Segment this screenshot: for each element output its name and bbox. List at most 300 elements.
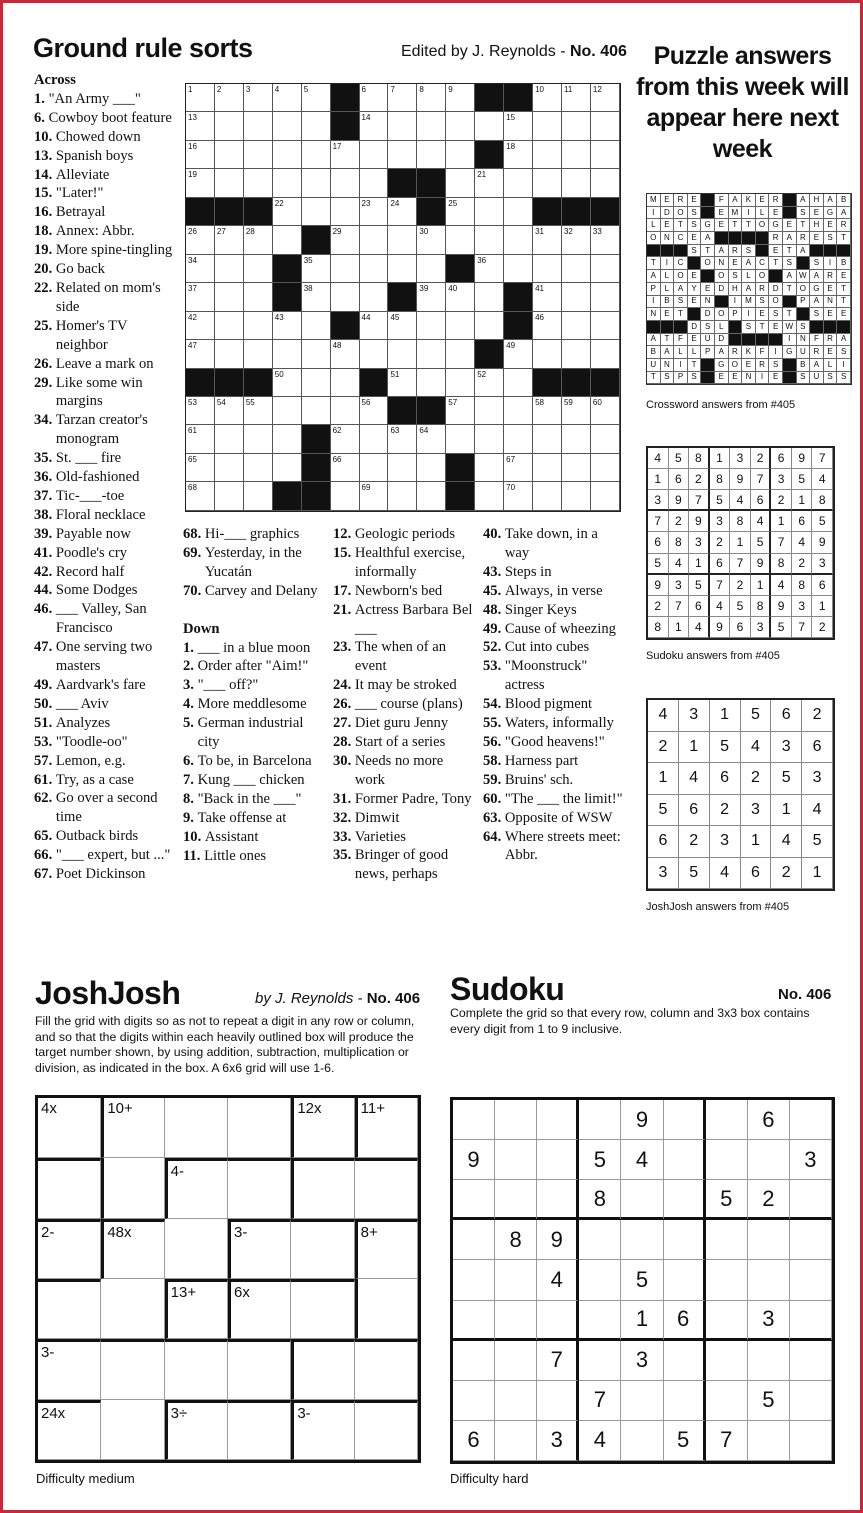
crossword-cell[interactable] — [302, 255, 331, 283]
crossword-cell[interactable] — [186, 340, 215, 368]
crossword-cell[interactable] — [475, 312, 504, 340]
crossword-cell[interactable] — [273, 198, 302, 226]
joshjosh-cell[interactable] — [165, 1219, 228, 1279]
crossword-cell[interactable] — [273, 454, 302, 482]
crossword-clue — [34, 487, 176, 506]
crossword-cell[interactable] — [591, 141, 620, 169]
crossword-cell[interactable] — [533, 141, 562, 169]
crossword-cell[interactable] — [533, 340, 562, 368]
joshjosh-cell[interactable] — [38, 1158, 101, 1218]
crossword-cell[interactable] — [331, 425, 360, 453]
crossword-cell[interactable] — [273, 84, 302, 112]
crossword-cell[interactable] — [360, 454, 389, 482]
crossword-cell[interactable] — [215, 84, 244, 112]
sudoku-empty-cell[interactable] — [790, 1220, 832, 1260]
crossword-cell[interactable] — [331, 198, 360, 226]
crossword-cell[interactable] — [273, 425, 302, 453]
crossword-cell[interactable] — [273, 226, 302, 254]
crossword-cell[interactable] — [504, 340, 533, 368]
crossword-cell[interactable] — [244, 226, 273, 254]
crossword-cell[interactable] — [360, 425, 389, 453]
sudoku-empty-cell[interactable] — [579, 1220, 621, 1260]
joshjosh-cell[interactable] — [228, 1219, 291, 1279]
sudoku-empty-cell[interactable] — [748, 1341, 790, 1381]
crossword-cell[interactable] — [331, 340, 360, 368]
sudoku-empty-cell[interactable] — [790, 1180, 832, 1220]
crossword-cell[interactable] — [446, 84, 475, 112]
sudoku-empty-cell[interactable] — [495, 1180, 537, 1220]
joshjosh-cell[interactable] — [228, 1158, 291, 1218]
crossword-cell[interactable] — [533, 283, 562, 311]
cage-clue: 4x — [41, 1100, 57, 1117]
crossword-cell[interactable] — [475, 255, 504, 283]
sudoku-empty-cell[interactable] — [706, 1301, 748, 1341]
crossword-cell[interactable] — [562, 425, 591, 453]
crossword-cell[interactable] — [331, 482, 360, 510]
crossword-cell[interactable] — [360, 226, 389, 254]
crossword-cell[interactable] — [388, 198, 417, 226]
sudoku-empty-cell[interactable] — [664, 1220, 706, 1260]
crossword-cell[interactable] — [331, 283, 360, 311]
crossword-cell[interactable] — [186, 226, 215, 254]
sudoku-empty-cell[interactable] — [664, 1260, 706, 1300]
crossword-cell[interactable] — [244, 283, 273, 311]
crossword-cell[interactable] — [475, 425, 504, 453]
crossword-cell[interactable] — [533, 112, 562, 140]
answer-letter: E — [756, 194, 770, 207]
sudoku-empty-cell[interactable] — [495, 1341, 537, 1381]
crossword-cell[interactable] — [591, 84, 620, 112]
crossword-cell[interactable] — [186, 255, 215, 283]
crossword-cell[interactable] — [244, 169, 273, 197]
crossword-cell[interactable] — [504, 112, 533, 140]
joshjosh-cell[interactable] — [228, 1098, 291, 1158]
crossword-cell[interactable] — [475, 226, 504, 254]
crossword-cell[interactable] — [388, 84, 417, 112]
sudoku-empty-cell[interactable] — [664, 1140, 706, 1180]
joshjosh-cell[interactable] — [355, 1219, 418, 1279]
sudoku-empty-cell[interactable] — [453, 1220, 495, 1260]
crossword-cell[interactable] — [360, 312, 389, 340]
crossword-cell[interactable] — [533, 84, 562, 112]
joshjosh-cell[interactable] — [228, 1279, 291, 1339]
answer-letter: E — [837, 308, 851, 321]
crossword-cell[interactable] — [388, 454, 417, 482]
sudoku-empty-cell[interactable] — [790, 1100, 832, 1140]
sudoku-empty-cell[interactable] — [748, 1421, 790, 1461]
joshjosh-cell[interactable] — [38, 1339, 101, 1399]
joshjosh-cell[interactable] — [38, 1219, 101, 1279]
sudoku-empty-cell[interactable] — [748, 1260, 790, 1300]
crossword-cell[interactable] — [360, 283, 389, 311]
crossword-cell[interactable] — [331, 369, 360, 397]
crossword-cell[interactable] — [360, 141, 389, 169]
crossword-cell[interactable] — [186, 112, 215, 140]
crossword-cell[interactable] — [244, 84, 273, 112]
crossword-cell[interactable] — [504, 198, 533, 226]
crossword-cell[interactable] — [504, 255, 533, 283]
joshjosh-cell[interactable] — [165, 1279, 228, 1339]
sudoku-empty-cell[interactable] — [664, 1100, 706, 1140]
crossword-cell[interactable] — [504, 482, 533, 510]
sudoku-empty-cell[interactable] — [621, 1421, 663, 1461]
sudoku-answer-cell: 5 — [710, 490, 731, 511]
crossword-cell[interactable] — [446, 425, 475, 453]
crossword-cell[interactable] — [244, 397, 273, 425]
crossword-cell[interactable] — [504, 454, 533, 482]
crossword-cell-number: 35 — [303, 255, 313, 265]
crossword-cell[interactable] — [533, 169, 562, 197]
crossword-cell[interactable] — [388, 226, 417, 254]
sudoku-empty-cell[interactable] — [453, 1100, 495, 1140]
sudoku-empty-cell[interactable] — [664, 1180, 706, 1220]
crossword-cell[interactable] — [475, 112, 504, 140]
sudoku-empty-cell[interactable] — [664, 1341, 706, 1381]
crossword-cell[interactable] — [533, 425, 562, 453]
sudoku-empty-cell[interactable] — [706, 1260, 748, 1300]
crossword-cell[interactable] — [533, 312, 562, 340]
crossword-cell[interactable] — [591, 482, 620, 510]
crossword-cell[interactable] — [446, 198, 475, 226]
sudoku-answer-cell: 4 — [730, 490, 751, 511]
crossword-cell[interactable] — [215, 454, 244, 482]
joshjosh-cell[interactable] — [355, 1279, 418, 1339]
crossword-cell[interactable] — [591, 255, 620, 283]
crossword-cell[interactable] — [215, 425, 244, 453]
crossword-cell[interactable] — [533, 454, 562, 482]
sudoku-empty-cell[interactable] — [748, 1220, 790, 1260]
crossword-cell[interactable] — [388, 340, 417, 368]
sudoku-answer-cell: 1 — [751, 575, 772, 596]
crossword-cell[interactable] — [417, 255, 446, 283]
crossword-cell[interactable] — [244, 482, 273, 510]
crossword-cell[interactable] — [417, 340, 446, 368]
crossword-cell[interactable] — [273, 397, 302, 425]
crossword-cell[interactable] — [417, 226, 446, 254]
crossword-cell[interactable] — [562, 454, 591, 482]
crossword-cell[interactable] — [331, 226, 360, 254]
crossword-cell[interactable] — [302, 198, 331, 226]
crossword-cell[interactable] — [446, 397, 475, 425]
crossword-cell[interactable] — [417, 482, 446, 510]
sudoku-empty-cell[interactable] — [495, 1301, 537, 1341]
crossword-cell[interactable] — [446, 169, 475, 197]
crossword-cell[interactable] — [388, 312, 417, 340]
crossword-cell[interactable] — [331, 169, 360, 197]
sudoku-empty-cell[interactable] — [621, 1220, 663, 1260]
crossword-cell[interactable] — [417, 283, 446, 311]
joshjosh-cell[interactable] — [228, 1339, 291, 1399]
sudoku-empty-cell[interactable] — [495, 1421, 537, 1461]
crossword-cell[interactable] — [562, 397, 591, 425]
crossword-cell[interactable] — [302, 340, 331, 368]
joshjosh-cell[interactable] — [165, 1098, 228, 1158]
crossword-cell[interactable] — [504, 397, 533, 425]
crossword-cell[interactable] — [417, 112, 446, 140]
crossword-clue — [34, 771, 176, 790]
crossword-cell[interactable] — [475, 169, 504, 197]
crossword-cell[interactable] — [273, 169, 302, 197]
crossword-cell[interactable] — [360, 84, 389, 112]
joshjosh-cell[interactable] — [291, 1098, 354, 1158]
crossword-cell[interactable] — [302, 312, 331, 340]
crossword-cell[interactable] — [302, 169, 331, 197]
sudoku-empty-cell[interactable] — [537, 1381, 579, 1421]
crossword-cell[interactable] — [360, 198, 389, 226]
crossword-cell[interactable] — [417, 312, 446, 340]
crossword-cell[interactable] — [186, 397, 215, 425]
joshjosh-cell[interactable] — [101, 1158, 164, 1218]
joshjosh-cell[interactable] — [355, 1098, 418, 1158]
crossword-cell[interactable] — [446, 226, 475, 254]
crossword-cell[interactable] — [244, 255, 273, 283]
sudoku-empty-cell[interactable] — [453, 1381, 495, 1421]
crossword-cell[interactable] — [562, 482, 591, 510]
sudoku-empty-cell[interactable] — [579, 1100, 621, 1140]
clue-text: Order after "Aim!" — [197, 658, 309, 675]
crossword-cell[interactable] — [562, 112, 591, 140]
crossword-cell[interactable] — [215, 340, 244, 368]
crossword-cell[interactable] — [446, 340, 475, 368]
crossword-cell[interactable] — [360, 397, 389, 425]
crossword-cell[interactable] — [504, 425, 533, 453]
joshjosh-cell[interactable] — [38, 1400, 101, 1460]
crossword-cell[interactable] — [533, 482, 562, 510]
crossword-cell[interactable] — [302, 112, 331, 140]
crossword-cell[interactable] — [388, 369, 417, 397]
crossword-cell[interactable] — [591, 312, 620, 340]
crossword-cell[interactable] — [360, 482, 389, 510]
sudoku-empty-cell[interactable] — [706, 1140, 748, 1180]
crossword-cell[interactable] — [504, 226, 533, 254]
crossword-cell[interactable] — [186, 169, 215, 197]
crossword-cell[interactable] — [388, 255, 417, 283]
crossword-cell[interactable] — [388, 112, 417, 140]
crossword-cell[interactable] — [446, 283, 475, 311]
sudoku-empty-cell[interactable] — [495, 1140, 537, 1180]
crossword-cell[interactable] — [186, 283, 215, 311]
crossword-cell[interactable] — [591, 340, 620, 368]
crossword-cell[interactable] — [360, 169, 389, 197]
crossword-cell[interactable] — [302, 283, 331, 311]
crossword-cell[interactable] — [302, 141, 331, 169]
crossword-cell[interactable] — [273, 141, 302, 169]
crossword-cell[interactable] — [186, 482, 215, 510]
joshjosh-cell[interactable] — [355, 1339, 418, 1399]
sudoku-answer-cell: 2 — [792, 554, 813, 575]
sudoku-answer-cell: 8 — [669, 532, 690, 553]
crossword-cell[interactable] — [504, 169, 533, 197]
crossword-cell[interactable] — [417, 454, 446, 482]
joshjosh-cell[interactable] — [291, 1219, 354, 1279]
crossword-cell[interactable] — [562, 226, 591, 254]
crossword-cell[interactable] — [215, 482, 244, 510]
sudoku-empty-cell[interactable] — [495, 1260, 537, 1300]
sudoku-empty-cell[interactable] — [790, 1301, 832, 1341]
crossword-cell[interactable] — [186, 425, 215, 453]
crossword-cell[interactable] — [562, 340, 591, 368]
joshjosh-cell[interactable] — [101, 1098, 164, 1158]
crossword-cell[interactable] — [591, 454, 620, 482]
crossword-cell[interactable] — [244, 112, 273, 140]
crossword-cell[interactable] — [360, 112, 389, 140]
crossword-cell[interactable] — [446, 112, 475, 140]
crossword-cell[interactable] — [302, 369, 331, 397]
answer-letter: T — [837, 283, 851, 296]
joshjosh-cell[interactable] — [165, 1158, 228, 1218]
sudoku-empty-cell[interactable] — [537, 1301, 579, 1341]
sudoku-empty-cell[interactable] — [453, 1341, 495, 1381]
sudoku-empty-cell[interactable] — [453, 1260, 495, 1300]
joshjosh-cell[interactable] — [38, 1279, 101, 1339]
crossword-cell[interactable] — [244, 141, 273, 169]
crossword-cell[interactable] — [504, 141, 533, 169]
crossword-cell[interactable] — [446, 312, 475, 340]
crossword-cell[interactable] — [533, 255, 562, 283]
joshjosh-cell[interactable] — [165, 1339, 228, 1399]
crossword-cell[interactable] — [215, 397, 244, 425]
sudoku-empty-cell[interactable] — [537, 1100, 579, 1140]
sudoku-empty-cell[interactable] — [706, 1100, 748, 1140]
crossword-cell[interactable] — [331, 255, 360, 283]
sudoku-empty-cell[interactable] — [495, 1100, 537, 1140]
joshjosh-cell[interactable] — [355, 1400, 418, 1460]
crossword-cell[interactable] — [533, 397, 562, 425]
sudoku-empty-cell[interactable] — [790, 1341, 832, 1381]
sudoku-empty-cell[interactable] — [579, 1260, 621, 1300]
crossword-cell[interactable] — [360, 255, 389, 283]
crossword-cell[interactable] — [591, 425, 620, 453]
sudoku-given-cell: 6 — [748, 1100, 790, 1140]
sudoku-empty-cell[interactable] — [495, 1381, 537, 1421]
joshjosh-cell[interactable] — [101, 1400, 164, 1460]
sudoku-empty-cell[interactable] — [537, 1140, 579, 1180]
clue-number: 54. — [483, 696, 505, 713]
crossword-cell[interactable] — [446, 141, 475, 169]
crossword-cell[interactable] — [591, 169, 620, 197]
sudoku-empty-cell[interactable] — [664, 1381, 706, 1421]
crossword-cell[interactable] — [186, 84, 215, 112]
crossword-cell[interactable] — [244, 312, 273, 340]
crossword-cell[interactable] — [475, 198, 504, 226]
crossword-cell[interactable] — [388, 482, 417, 510]
crossword-cell[interactable] — [562, 141, 591, 169]
crossword-cell[interactable] — [562, 169, 591, 197]
crossword-clue — [34, 638, 176, 676]
crossword-cell[interactable] — [562, 84, 591, 112]
sudoku-empty-cell[interactable] — [579, 1301, 621, 1341]
crossword-cell[interactable] — [417, 141, 446, 169]
crossword-cell[interactable] — [475, 482, 504, 510]
crossword-cell[interactable] — [475, 369, 504, 397]
answer-letter: I — [824, 257, 838, 270]
crossword-cell[interactable] — [186, 141, 215, 169]
sudoku-empty-cell[interactable] — [706, 1220, 748, 1260]
sudoku-empty-cell[interactable] — [790, 1381, 832, 1421]
crossword-cell[interactable] — [302, 397, 331, 425]
sudoku-answer-cell: 2 — [689, 469, 710, 490]
crossword-cell[interactable] — [562, 312, 591, 340]
sudoku-empty-cell[interactable] — [453, 1180, 495, 1220]
crossword-cell[interactable] — [504, 369, 533, 397]
crossword-cell[interactable] — [388, 141, 417, 169]
joshjosh-cell[interactable] — [101, 1279, 164, 1339]
crossword-cell[interactable] — [215, 255, 244, 283]
sudoku-empty-cell[interactable] — [537, 1180, 579, 1220]
sudoku-empty-cell[interactable] — [706, 1381, 748, 1421]
crossword-cell[interactable] — [244, 425, 273, 453]
crossword-cell[interactable] — [446, 369, 475, 397]
joshjosh-cell[interactable] — [291, 1158, 354, 1218]
crossword-cell[interactable] — [186, 454, 215, 482]
crossword-cell[interactable] — [331, 397, 360, 425]
crossword-cell[interactable] — [591, 226, 620, 254]
sudoku-empty-cell[interactable] — [790, 1421, 832, 1461]
joshjosh-cell[interactable] — [228, 1400, 291, 1460]
crossword-cell[interactable] — [273, 340, 302, 368]
joshjosh-cell[interactable] — [355, 1158, 418, 1218]
crossword-cell[interactable] — [215, 141, 244, 169]
sudoku-empty-cell[interactable] — [579, 1341, 621, 1381]
joshjosh-cell[interactable] — [101, 1219, 164, 1279]
crossword-cell[interactable] — [417, 425, 446, 453]
crossword-cell[interactable] — [215, 312, 244, 340]
crossword-cell[interactable] — [417, 84, 446, 112]
joshjosh-cell[interactable] — [38, 1098, 101, 1158]
crossword-cell[interactable] — [475, 397, 504, 425]
crossword-cell[interactable] — [215, 169, 244, 197]
joshjosh-cell[interactable] — [101, 1339, 164, 1399]
sudoku-given-cell: 8 — [495, 1220, 537, 1260]
crossword-cell[interactable] — [273, 112, 302, 140]
sudoku-empty-cell[interactable] — [621, 1180, 663, 1220]
crossword-cell[interactable] — [388, 425, 417, 453]
sudoku-empty-cell[interactable] — [790, 1260, 832, 1300]
joshjosh-cell[interactable] — [165, 1400, 228, 1460]
crossword-cell[interactable] — [273, 369, 302, 397]
crossword-cell[interactable] — [244, 340, 273, 368]
joshjosh-cell[interactable] — [291, 1339, 354, 1399]
crossword-cell[interactable] — [302, 84, 331, 112]
joshjosh-cell[interactable] — [291, 1279, 354, 1339]
crossword-cell[interactable] — [273, 312, 302, 340]
crossword-cell[interactable] — [215, 112, 244, 140]
crossword-cell[interactable] — [417, 369, 446, 397]
crossword-cell[interactable] — [475, 283, 504, 311]
crossword-cell[interactable] — [331, 141, 360, 169]
crossword-cell[interactable] — [533, 226, 562, 254]
crossword-cell[interactable] — [360, 340, 389, 368]
crossword-cell[interactable] — [562, 255, 591, 283]
crossword-cell[interactable] — [186, 312, 215, 340]
crossword-cell[interactable] — [591, 397, 620, 425]
clue-number: 48. — [483, 601, 505, 618]
sudoku-empty-cell[interactable] — [706, 1341, 748, 1381]
crossword-cell[interactable] — [244, 454, 273, 482]
crossword-cell[interactable] — [331, 454, 360, 482]
joshjosh-cell[interactable] — [291, 1400, 354, 1460]
crossword-cell[interactable] — [215, 226, 244, 254]
crossword-cell[interactable] — [475, 454, 504, 482]
crossword-cell[interactable] — [591, 112, 620, 140]
crossword-cell[interactable] — [562, 283, 591, 311]
crossword-cell[interactable] — [591, 283, 620, 311]
sudoku-empty-cell[interactable] — [621, 1381, 663, 1421]
crossword-cell[interactable] — [215, 283, 244, 311]
sudoku-empty-cell[interactable] — [453, 1301, 495, 1341]
sudoku-empty-cell[interactable] — [748, 1140, 790, 1180]
crossword-black-square — [417, 169, 446, 197]
